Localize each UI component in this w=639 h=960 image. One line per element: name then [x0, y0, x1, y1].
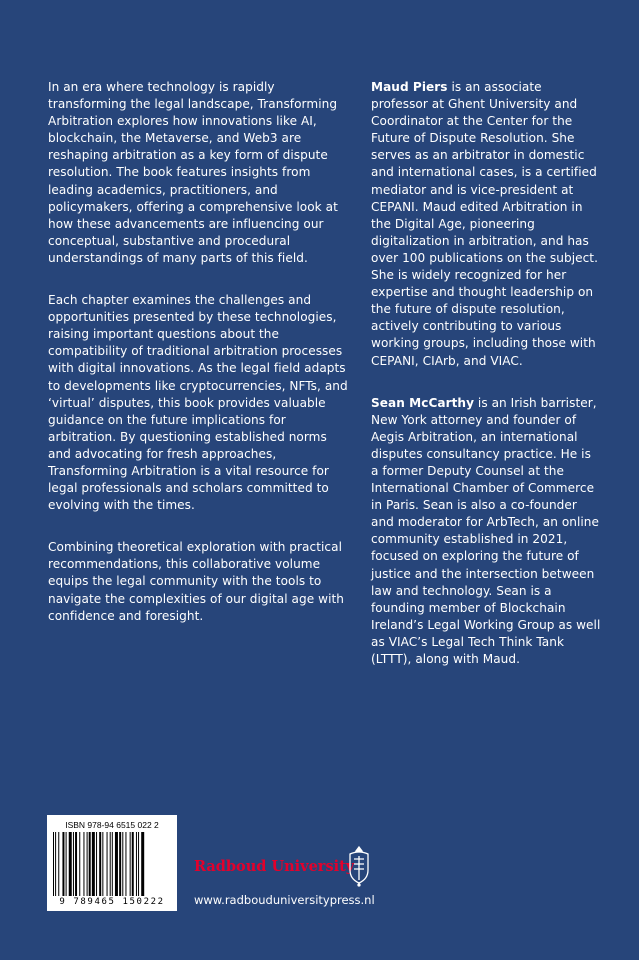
blurb-paragraph-3: Combining theoretical exploration with practical recommendations, this collaborative volume equips the legal community with the tools to navigate the complexities of our digital age with confidence and foresight. [48, 540, 344, 623]
publisher-url: www.radbouduniversitypress.nl [194, 893, 375, 907]
blurb-paragraph-2: Each chapter examines the challenges and opportunities presented by these technologies, raising important questions about the compatibility of traditional arbitration processes with digital innovations. As the legal field adapts to developments like cryptocurrencies, NFTs, and ‘virtual’ disputes, this book provides valuable guidance on the future implications for arbitration. By questioning established norms and advocating for fresh approaches, Transforming Arbitration is a vital resource for legal professionals and scholars committed to evolving with the times. [48, 293, 348, 513]
publisher-name: Radboud University [194, 858, 355, 875]
author-bio-text: is an associate professor at Ghent University and Coordinator at the Center for the Future of Dispute Resolution. She serves as an arbitrator in domestic and international cases, is a certified mediator and is vice-president at CEPANI. Maud edited Arbitration in the Digital Age, pioneering digitalization in arbitration, and has over 100 publications on the subject. She is widely recognized for her expertise and thought leadership on the future of dispute resolution, actively contributing to various working groups, including those with CEPANI, CIArb, and VIAC. [371, 80, 598, 368]
author-bios-column [371, 79, 601, 693]
author-bio-maud-piers [371, 79, 601, 370]
radboud-seal-icon [344, 845, 374, 887]
isbn-barcode [47, 815, 177, 911]
author-name: Maud Piers [371, 80, 448, 94]
isbn-label: ISBN 978-94 6515 022 2 [65, 820, 159, 830]
barcode-icon [53, 832, 171, 896]
author-bio-sean-mccarthy [371, 395, 601, 669]
barcode-digits: 9 789465 150222 [59, 897, 165, 907]
author-name: Sean McCarthy [371, 395, 475, 410]
blurb-paragraph-1: In an era where technology is rapidly transforming the legal landscape, Transforming Arbitration explores how innovations like AI, blockchain, the Metaverse, and Web3 are reshaping arbitration as a key form of dispute resolution. The book features insights from leading academics, practitioners, and policymakers, offering a comprehensive look at how these advancements are influencing our conceptual, substantive and procedural understandings of many parts of this field. [48, 80, 338, 265]
author-bio-text: is an Irish barrister, New York attorney and founder of Aegis Arbitration, an international disputes consultancy practice. He is a former Deputy Counsel at the International Chamber of Commerce in Paris. Sean is also a co-founder and moderator for ArbTech, an online community established in 2021, focused on exploring the future of justice and the intersection between law and technology. Sean is a founding member of Blockchain Ireland’s Legal Working Group as well as VIAC’s Legal Tech Think Tank (LTTT), along with Maud. [371, 395, 601, 666]
blurb-column [48, 79, 348, 650]
